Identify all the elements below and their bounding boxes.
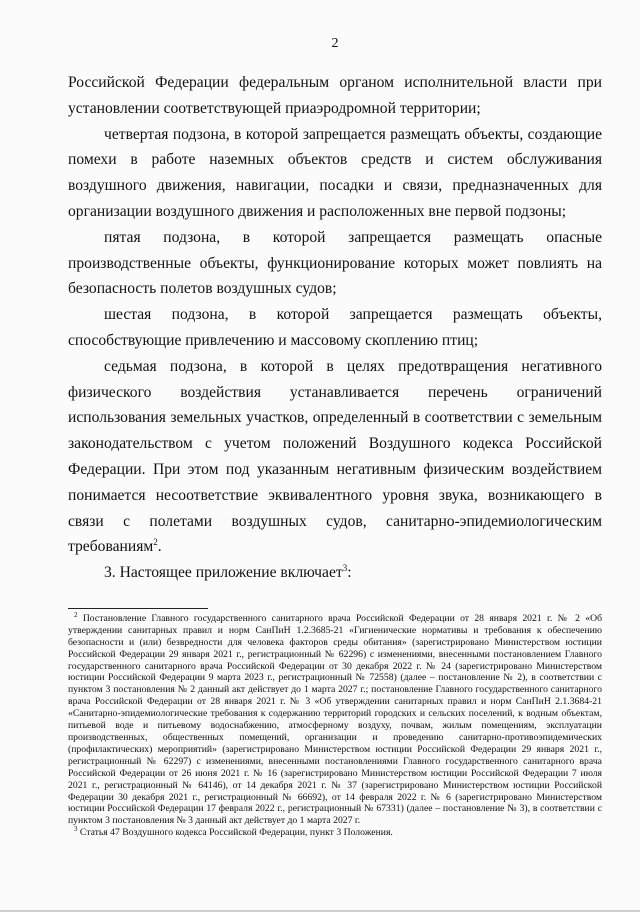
footnotes <box>68 610 602 839</box>
paragraph: пятая подзона, в которой запрещается размещать опасные производственные объекты, функционирование которых может повлиять на безопасность полетов воздушных судов; <box>68 228 602 298</box>
paragraph: Российской Федерации федеральным органом исполнительной власти при установлении соответствующей приаэродромной территории; <box>68 74 602 117</box>
footnote-ref[interactable]: 2 <box>153 537 158 548</box>
paragraph: седьмая подзона, в которой в целях предотвращения негативного физического воздействия устанавливается перечень ограничений использования земельных участков, определенный в соответствии с земельным законодательством с учетом положений Воздушного кодекса Российской Федерации. При этом под указанным негативным физическим воздействием понимается несоответствие эквивалентного уровня звука, возникающего в связи с полетами воздушных судов, санитарно-эпидемиологическим требованиям$^2$. <box>68 357 602 556</box>
paragraph: шестая подзона, в которой запрещается размещать объекты, способствующие привлечению и массовому скоплению птиц; <box>68 306 602 349</box>
footnote: $^2$ Постановление Главного государственного санитарного врача Российской Федерации от 28 января 2021 г. № 2 «Об утверждении санитарных правил и норм СанПиН 1.2.3685-21 «Гигиенические нормативы и требования к обеспечению безопасности и (или) безвредности для человека факторов среды обитания» (зарегистрировано Министерством юстиции Российской Федерации 29 января 2021 г., регистрационный № 62296) с изменениями, внесенными постановлением Главного государственного санитарного врача Российской Федерации от 30 декабря 2022 г. № 24 (зарегистрировано Министерством юстиции Российской Федерации 9 марта 2023 г., регистрационный № 72558) (далее – постановление № 2), в соответствии с пунктом 3 постановления № 2 данный акт действует до 1 марта 2027 г.; постановление Главного государственного санитарного врача Российской Федерации от 28 января 2021 г. № 3 «Об утверждении санитарных правил и норм СанПиН 2.1.3684-21 «Санитарно-эпидемиологические требования к содержанию территорий городских и сельских поселений, к водным объектам, питьевой воде и питьевому водоснабжению, атмосферному воздуху, почвам, жилым помещениям, эксплуатации производственных, общественных помещений, организации и проведению санитарно-противоэпидемических (профилактических) мероприятий» (зарегистрировано Министерством юстиции Российской Федерации 29 января 2021 г., регистрационный № 62297) с изменениями, внесенными постановлениями Главного государственного санитарного врача Российской Федерации от 26 июня 2021 г. № 16 (зарегистрировано Министерством юстиции Российской Федерации 7 июля 2021 г., регистрационный № 64146), от 14 декабря 2021 г. № 37 (зарегистрировано Министерством юстиции Российской Федерации 30 декабря 2021 г., регистрационный № 66692), от 14 февраля 2022 г. № 6 (зарегистрировано Министерством юстиции Российской Федерации 17 февраля 2022 г., регистрационный № 67331) (далее – постановление № 3), в соответствии с пунктом 3 постановления № 3 данный акт действует до 1 марта 2027 г. <box>68 610 602 827</box>
body-text <box>68 70 602 586</box>
footnote-ref[interactable]: 3 <box>342 562 348 573</box>
paragraph: 3. Настоящее приложение включает$^3$: <box>104 562 352 582</box>
footnote-separator <box>68 608 208 609</box>
footnote-mark: 2 <box>74 610 78 619</box>
footnote: $^3$ Статья 47 Воздушного кодекса Российской Федерации, пункт 3 Положения. <box>74 825 393 839</box>
footnote-mark: 3 <box>74 825 78 834</box>
paragraph: четвертая подзона, в которой запрещается размещать объекты, создающие помехи в работе наземных объектов средств и систем обслуживания воздушного движения, навигации, посадки и связи, предназначенных для организации воздушного движения и расположенных вне первой подзоны; <box>68 125 602 220</box>
page-number: 2 <box>331 36 339 51</box>
